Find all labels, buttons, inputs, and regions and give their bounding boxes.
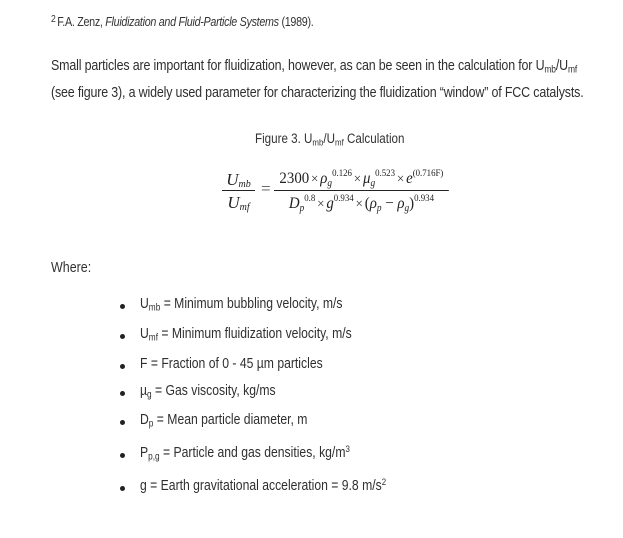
bullet-icon	[120, 486, 125, 491]
bullet-icon	[120, 304, 125, 309]
formula-lhs-fraction	[222, 168, 255, 213]
bullet-icon	[120, 420, 125, 425]
footnote-book-title: Fluidization and Fluid-Particle Systems	[105, 15, 279, 29]
equals-sign: =	[261, 179, 271, 198]
footnote-citation	[51, 14, 313, 29]
rhs-denominator: $D_p^{0.8} \times g^{0.934} \times (\rho_p - \rho_g)^{0.934}$	[288, 194, 434, 215]
bullet-icon	[120, 391, 125, 396]
bullet-icon	[120, 334, 125, 339]
bullet-icon	[120, 453, 125, 458]
bullet-icon	[120, 364, 125, 369]
rhs-numerator: $2300 \times \rho_g^{0.126} \times \mu_g^{0.523} \times e^{(0.716F)}$	[279, 169, 444, 189]
paragraph-line-2: (see figure 3), a widely used parameter for characterizing the fluidization “window” of FCC catalysts.	[51, 84, 584, 101]
footnote-marker: 2	[51, 14, 56, 25]
document-page: $^2$ F.A. Zenz, Fluidization and Fluid-Particle Systems (1989). Small particles are important for fluidization, however, as can be seen in the calculation for $U_{mb}/U_{mf}$ (see figure 3), a widely used parameter for characterizing the fluidization “window” of FCC catalysts. Figure 3. $U_{mb}/U_{mf}$ Calculation $U_{mb}$ $U_{mf}$ = $2300 \times \rho_g^{0.126} \times \mu_g^{0.523} \times e^{(0.716F)}$ $D_p^{0.8} \times g^{0.934} \times (\rho_p - \rho_g)^{0.934}$ Where: $U_{mb}$ = Minimum bubbling velocity, m/s $U_{mf}$ = Minimum fluidization velocity, m/s F = Fraction of 0 - 45 µm particles µ$_g$ = Gas viscosity, kg/ms $D_p$ = Mean particle diameter, m $P_{p,g}$ = Particle and gas densities, $kg/m^3$ g = Earth gravitational acceleration = 9.8 $m/s^2$	[51, 14, 584, 494]
lhs-denominator: $U_{mf}$	[227, 193, 250, 214]
footnote-year: (1989).	[278, 15, 314, 29]
figure-caption: Figure 3. $U_{mb}/U_{mf}$ Calculation	[255, 131, 405, 148]
body-paragraph	[51, 52, 582, 106]
paragraph-line-1: Small particles are important for fluidization, however, as can be seen in the calculation for $U_{mb}/U_{mf}$	[51, 57, 578, 76]
formula-rhs-fraction	[274, 168, 449, 213]
footnote-author: F.A. Zenz,	[57, 15, 106, 29]
where-label: Where:	[51, 260, 92, 276]
lhs-numerator: $U_{mb}$	[226, 170, 251, 190]
